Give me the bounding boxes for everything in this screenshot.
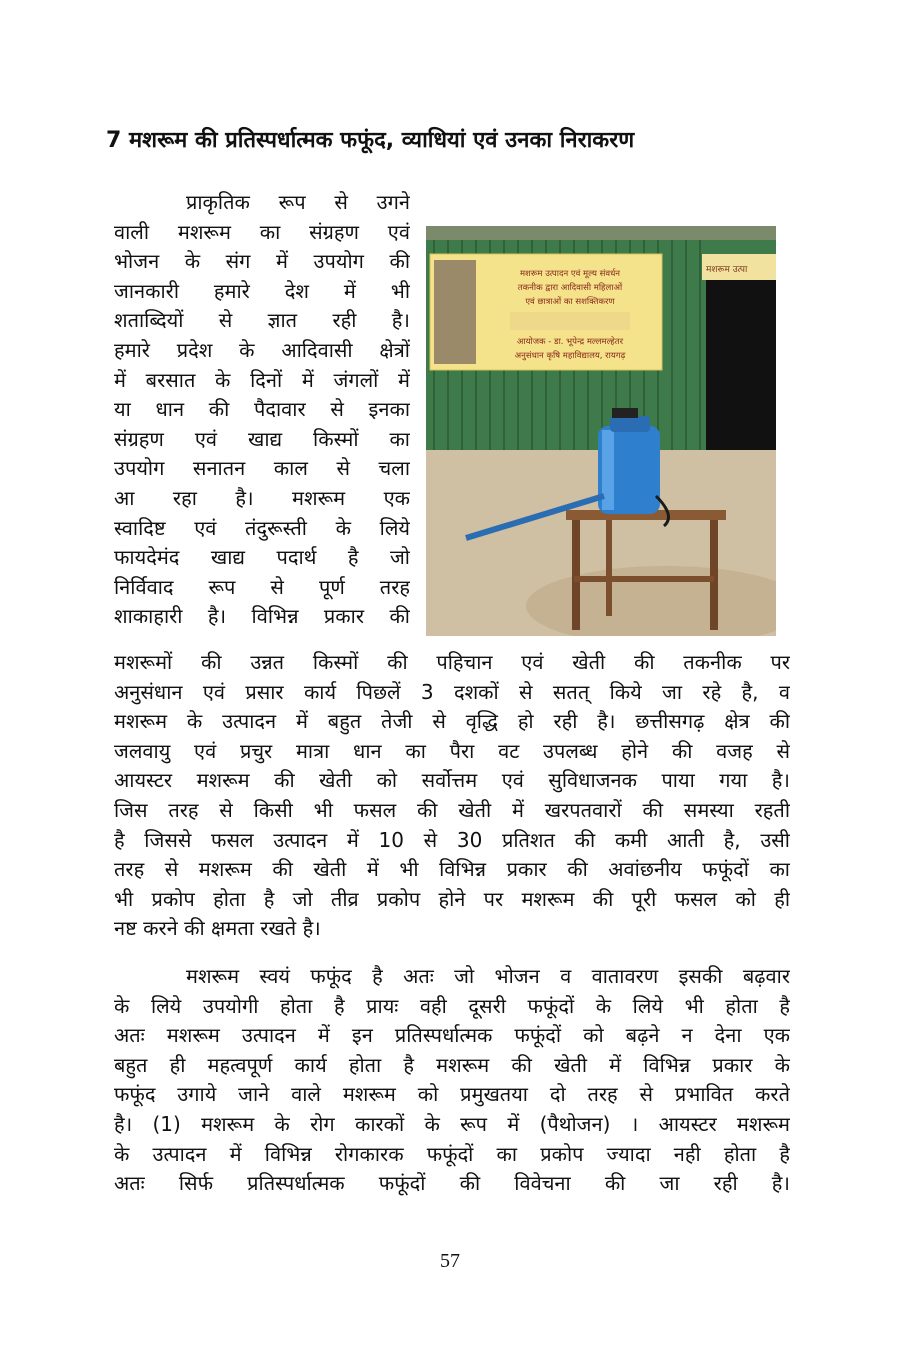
banner-line: एवं छात्राओं का सशक्तिकरण (525, 297, 615, 307)
text-line: निर्विवाद रूप से पूर्ण तरह (114, 574, 410, 599)
text-line: भी प्रकोप होता है जो तीव्र प्रकोप होने पर मशरूम की पूरी फसल को ही (114, 886, 790, 911)
text-line: नष्ट करने की क्षमता रखते है। (114, 916, 321, 941)
text-line: मशरूम के उत्पादन में बहुत तेजी से वृद्धि हो रही है। छत्तीसगढ़ क्षेत्र की (114, 709, 790, 734)
banner-line: अनुसंधान कृषि महाविद्यालय, रायगढ़ (514, 351, 626, 361)
text-line: अतः सिर्फ प्रतिस्पर्धात्मक फफूंदों की विवेचना की जा रही है। (114, 1171, 790, 1196)
text-line: अतः मशरूम उत्पादन में इन प्रतिस्पर्धात्मक फफूंदों को बढ़ने न देना एक (114, 1023, 790, 1048)
text-line: बहुत ही महत्वपूर्ण कार्य होता है मशरूम की खेती में विभिन्न प्रकार के (114, 1052, 790, 1077)
banner-line: मशरूम उत्पादन एवं मूल्य संवर्धन (519, 269, 621, 279)
text-line: है। (1) मशरूम के रोग कारकों के रूप में (पैथोजन) । आयस्टर मशरूम (114, 1111, 790, 1136)
text-line: तरह से मशरूम की खेती में भी विभिन्न प्रकार की अवांछनीय फफूंदों का (114, 857, 790, 882)
text-line: मशरूम स्वयं फफूंद है अतः जो भोजन व वातावरण इसकी बढ़वार (186, 964, 790, 988)
text-line: शताब्दियों से ज्ञात रही है। (114, 308, 410, 333)
text-line: संग्रहण एवं खाद्य किस्मों का (114, 426, 410, 451)
text-line: स्वादिष्ट एवं तंदुरूस्ती के लिये (114, 515, 410, 540)
text-line: भोजन के संग में उपयोग की (114, 249, 410, 274)
text-line: मशरूमों की उन्नत किस्मों की पहिचान एवं खेती की तकनीक पर (114, 650, 790, 674)
sprayer-photo (426, 226, 776, 636)
banner-line: तकनीक द्वारा आदिवासी महिलाओं (517, 283, 623, 293)
chapter-heading: 7 मशरूम की प्रतिस्पर्धात्मक फफूंद, व्याधियां एवं उनका निराकरण (106, 128, 635, 153)
page-number: 57 (440, 1250, 460, 1272)
text-line: फफूंद उगाये जाने वाले मशरूम को प्रमुखतया दो तरह से प्रभावित करते (114, 1082, 790, 1107)
text-line: के उत्पादन में विभिन्न रोगकारक फफूंदों का प्रकोप ज्यादा नही होता है (114, 1141, 790, 1166)
text-line: या धान की पैदावार से इनका (114, 397, 410, 422)
banner-line: आयोजक - डा. भूपेन्द्र मल्लमल्हेतर (516, 337, 624, 347)
door-sign: मशरूम उत्पा (706, 265, 748, 275)
text-line: के लिये उपयोगी होता है प्रायः वही दूसरी फफूंदों के लिये भी होता है (114, 993, 790, 1018)
text-line: जिस तरह से किसी भी फसल की खेती में खरपतवारों की समस्या रहती (114, 797, 790, 822)
intro-text-column (114, 188, 410, 632)
text-line: हमारे प्रदेश के आदिवासी क्षेत्रों (114, 337, 410, 362)
text-line: आ रहा है। मशरूम एक (114, 485, 410, 510)
text-line: वाली मशरूम का संग्रहण एवं (114, 219, 410, 244)
body-text-continued (114, 648, 790, 944)
text-line: उपयोग सनातन काल से चला (114, 456, 410, 481)
text-line: प्राकृतिक रूप से उगने (186, 190, 410, 214)
text-line: अनुसंधान एवं प्रसार कार्य पिछलें 3 दशकों से सतत् किये जा रहे है, व (114, 679, 790, 704)
text-line: जलवायु एवं प्रचुर मात्रा धान का पैरा वट उपलब्ध होने की वजह से (114, 738, 790, 763)
text-line: शाकाहारी है। विभिन्न प्रकार की (114, 604, 410, 629)
text-line: है जिससे फसल उत्पादन में 10 से 30 प्रतिशत की कमी आती है, उसी (114, 827, 790, 852)
paragraph-2 (114, 962, 790, 1199)
text-line: में बरसात के दिनों में जंगलों में (114, 367, 410, 392)
text-line: जानकारी हमारे देश में भी (114, 278, 410, 303)
text-line: आयस्टर मशरूम की खेती को सर्वोत्तम एवं सुविधाजनक पाया गया है। (114, 768, 790, 793)
text-line: फायदेमंद खाद्य पदार्थ है जो (114, 545, 410, 570)
